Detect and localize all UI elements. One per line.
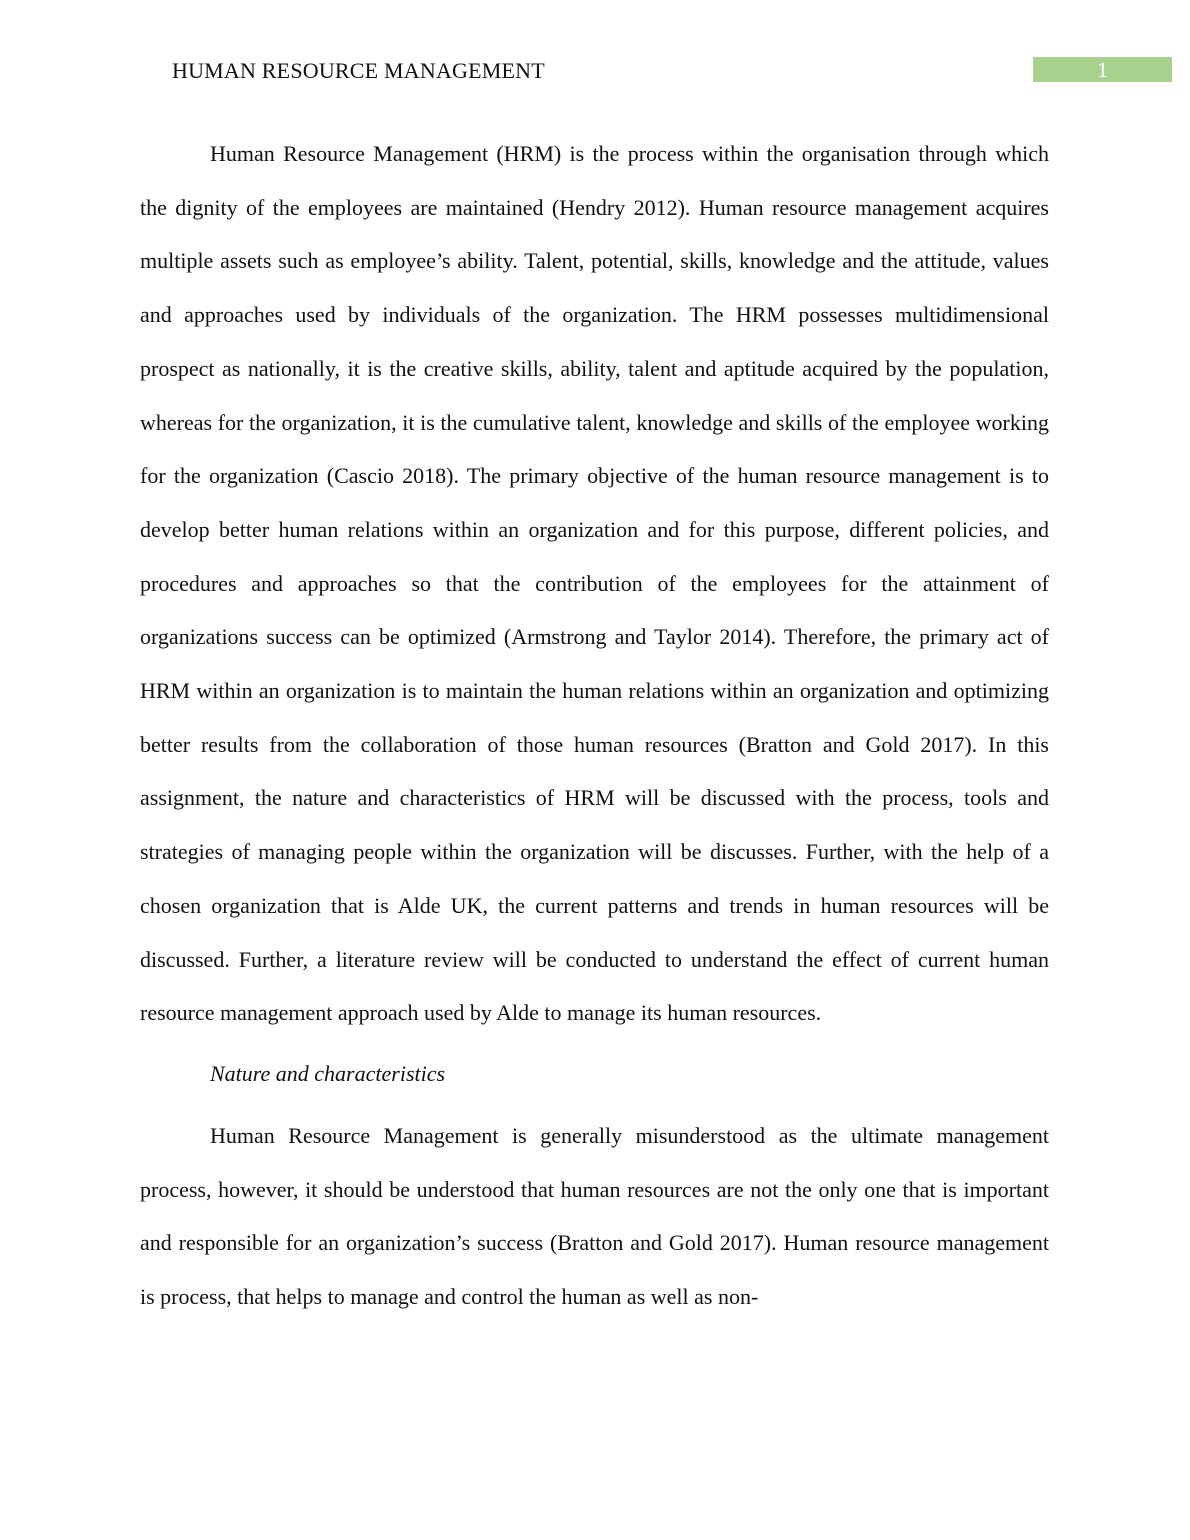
page-number-badge	[1033, 57, 1172, 82]
intro-paragraph: Human Resource Management (HRM) is the process within the organisation through which the dignity of the employees are maintained (Hendry 2012). Human resource management acquires multiple assets such as employee’s ability. Talent, potential, skills, knowledge and the attitude, values and approaches used by individuals of the organization. The HRM possesses multidimensional prospect as nationally, it is the creative skills, ability, talent and aptitude acquired by the population, whereas for the organization, it is the cumulative talent, knowledge and skills of the employee working for the organization (Cascio 2018). The primary objective of the human resource management is to develop better human relations within an organization and for this purpose, different policies, and procedures and approaches so that the contribution of the employees for the attainment of organizations success can be optimized (Armstrong and Taylor 2014). Therefore, the primary act of HRM within an organization is to maintain the human relations within an organization and optimizing better results from the collaboration of those human resources (Bratton and Gold 2017). In this assignment, the nature and characteristics of HRM will be discussed with the process, tools and strategies of managing people within the organization will be discusses. Further, with the help of a chosen organization that is Alde UK, the current patterns and trends in human resources will be discussed. Further, a literature review will be conducted to understand the effect of current human resource management approach used by Alde to manage its human resources.	[140, 141, 1049, 1026]
page-number: 1	[1097, 57, 1108, 82]
section-heading: Nature and characteristics	[210, 1060, 446, 1086]
document-body	[140, 127, 1049, 1324]
nature-paragraph: Human Resource Management is generally misunderstood as the ultimate management process, however, it should be understood that human resources are not the only one that is important and responsible for an organization’s success (Bratton and Gold 2017). Human resource management is process, that helps to manage and control the human as well as non-	[140, 1122, 1049, 1310]
running-head: HUMAN RESOURCE MANAGEMENT	[172, 58, 545, 83]
